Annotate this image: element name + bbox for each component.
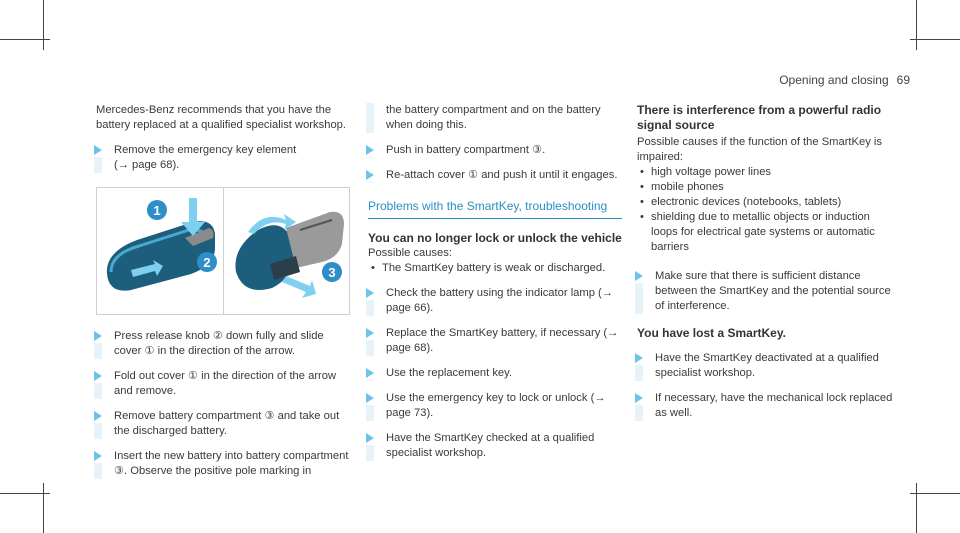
step-arrow-icon (94, 331, 102, 341)
step-arrow-icon (94, 371, 102, 381)
crop-mark (916, 0, 917, 50)
intro-text: Possible causes if the function of the SmartKey is impaired: (637, 136, 883, 163)
subheading: You can no longer lock or unlock the vehicle (368, 231, 622, 245)
page-number: 69 (896, 73, 910, 87)
step-arrow-icon (635, 393, 643, 403)
cause-item: • The SmartKey battery is weak or discharged. (368, 261, 622, 276)
step-arrow-icon (366, 170, 374, 180)
step-text: Re-attach cover ① and push it until it engages. (386, 169, 618, 181)
step-text: If necessary, have the mechanical lock replaced as well. (655, 392, 893, 419)
section-name: Opening and closing (779, 73, 889, 87)
crop-mark (916, 483, 917, 533)
step-text: Press release knob ② down fully and slide cover ① in the direction of the arrow. (114, 330, 324, 357)
step-text: Push in battery compartment ③. (386, 144, 546, 156)
step (637, 351, 899, 381)
crop-mark (910, 39, 960, 40)
step-text: Use the emergency key to lock or unlock (→ page 73). (386, 392, 606, 419)
step-text: Check the battery using the indicator lamp (→ page 66). (386, 287, 613, 314)
step (637, 269, 899, 314)
subheading: There is interference from a powerful radio signal source (637, 103, 882, 132)
step (637, 391, 899, 421)
step-text: Make sure that there is sufficient distance between the SmartKey and the potential source of interference. (655, 270, 891, 312)
column-1 (96, 103, 354, 479)
cause-item: • electronic devices (notebooks, tablets) (637, 195, 899, 210)
step (96, 409, 354, 439)
page-header (779, 73, 910, 87)
step (96, 329, 354, 359)
step-text: Remove the emergency key element (114, 144, 297, 156)
step-text: Have the SmartKey deactivated at a qualified specialist workshop. (655, 352, 879, 379)
step-text: the battery compartment and on the battery when doing this. (386, 104, 601, 131)
crop-mark (43, 483, 44, 533)
subheading: You have lost a SmartKey. (637, 326, 786, 340)
cause-item: • high voltage power lines (637, 165, 899, 180)
callout-1: 1 (153, 203, 161, 218)
callout-3: 3 (328, 265, 336, 280)
step-arrow-icon (366, 288, 374, 298)
column-3 (637, 103, 899, 421)
step-text: Have the SmartKey checked at a qualified specialist workshop. (386, 432, 595, 459)
step (368, 143, 622, 158)
step-arrow-icon (94, 411, 102, 421)
cause-item: • mobile phones (637, 180, 899, 195)
step-arrow-icon (366, 145, 374, 155)
step-arrow-icon (366, 328, 374, 338)
step-text: Insert the new battery into battery compartment ③. Observe the positive pole marking in (114, 450, 349, 477)
step-text: Remove battery compartment ③ and take out the discharged battery. (114, 410, 340, 437)
page-ref: (→ page 68). (114, 159, 180, 171)
step-arrow-icon (635, 271, 643, 281)
key-figure-left (97, 188, 223, 314)
step (368, 391, 622, 421)
callout-2: 2 (203, 255, 211, 270)
step-text: Use the replacement key. (386, 367, 513, 379)
step-arrow-icon (635, 353, 643, 363)
section-title: Problems with the SmartKey, troubleshooting (368, 199, 622, 219)
step-arrow-icon (366, 368, 374, 378)
step (96, 369, 354, 399)
step-continued (368, 103, 622, 133)
step-arrow-icon (366, 393, 374, 403)
step (368, 286, 622, 316)
step-arrow-icon (94, 145, 102, 155)
step-arrow-icon (94, 451, 102, 461)
step-arrow-icon (366, 433, 374, 443)
step (368, 366, 622, 381)
step-text: Fold out cover ① in the direction of the arrow and remove. (114, 370, 337, 397)
possible-causes: Possible causes: (368, 247, 452, 259)
step (96, 449, 354, 479)
step (368, 431, 622, 461)
step (368, 168, 622, 183)
crop-mark (43, 0, 44, 50)
key-figure-right (223, 188, 350, 314)
column-2 (368, 103, 622, 461)
step (368, 326, 622, 356)
cause-item: • shielding due to metallic objects or induction loops for electrical gate systems or automatic barriers (637, 210, 899, 255)
crop-mark (910, 493, 960, 494)
step (96, 143, 354, 173)
step-text: Replace the SmartKey battery, if necessary (→ page 68). (386, 327, 619, 354)
smartkey-illustration (96, 187, 350, 315)
intro-text: Mercedes-Benz recommends that you have the battery replaced at a qualified specialist workshop. (96, 104, 346, 131)
